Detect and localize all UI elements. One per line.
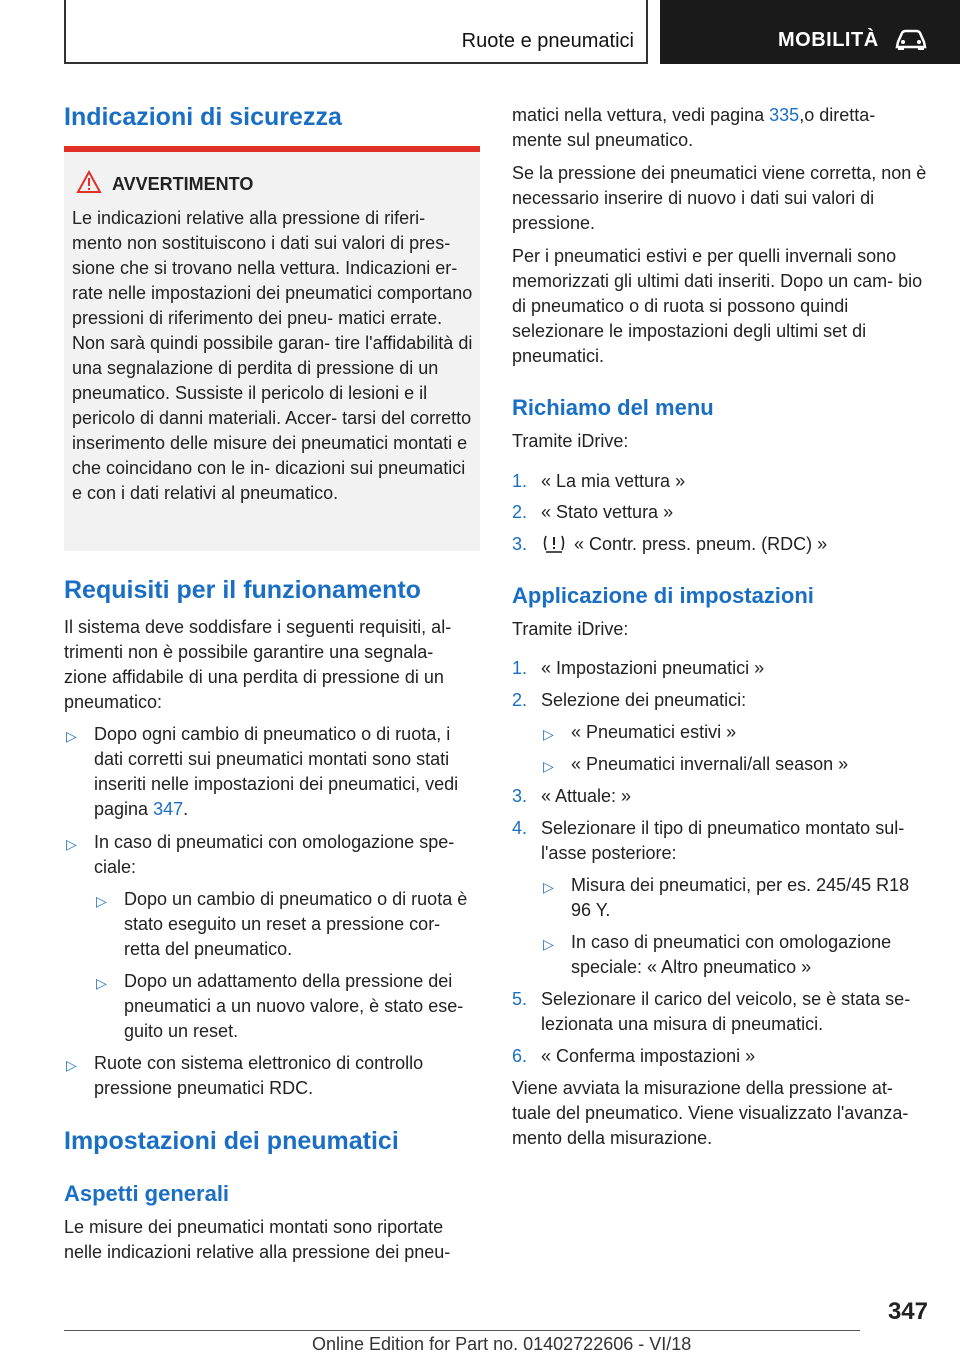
page-number: 347 [887,1298,928,1325]
page-link-335[interactable]: 335 [769,105,800,125]
header-section-title: Ruote e pneumatici [461,30,634,52]
footer-divider [64,1330,860,1331]
step-number: 4. [512,818,528,838]
apply-step-4-option-other: In caso di pneumatici con omologazione speciale: « Altro pneumatico » [571,932,892,977]
bullet-icon: ▷ [96,893,107,909]
page-link-347[interactable]: 347 [153,799,184,819]
menu-step-1: « La mia vettura » [541,471,686,491]
heading-apply-settings: Applicazione di impostazioni [512,583,814,608]
step-number: 3. [512,786,528,806]
paragraph-memory: Per i pneumatici estivi e per quelli invernali sono memorizzati gli ultimi dati inseriti. Dopo un cam- bio di pneumatico o di ruota si possono quindi selezionare le impostazioni degli ultimi set di pneumatici. [512,246,923,366]
apply-step-2: Selezione dei pneumatici: [541,690,747,710]
step-number: 5. [512,989,528,1009]
warning-box [64,146,480,551]
heading-safety: Indicazioni di sicurezza [64,103,342,131]
requirement-subitem-2: Dopo un adattamento della pressione dei pneumatici a un nuovo valore, è stato ese- guito un reset. [124,971,464,1041]
footer-edition: Online Edition for Part no. 01402722606 - VI/18 [312,1334,692,1354]
bullet-icon: ▷ [66,1057,77,1073]
via-idrive-1: Tramite iDrive: [512,431,629,451]
heading-requirements: Requisiti per il funzionamento [64,576,421,604]
requirements-intro: Il sistema deve soddisfare i seguenti requisiti, al- trimenti non è possibile garantire una segnala- zione affidabile di una perdita di pressione di un pneumatico: [64,617,452,712]
step-number: 2. [512,690,528,710]
warning-bar [64,146,480,152]
header-chapter-title: MOBILITÀ [778,29,879,51]
warning-text: Le indicazioni relative alla pressione di riferi- mento non sostituiscono i dati sui valori di pres- sione che si trovano nella vettura. Indicazioni er- rate nelle impostazioni dei pneumatici comportano pressioni di riferimento dei pneu- matici errate. Non sarà quindi possibile garan- tire l'affidabilità di una segnalazione di perdita di pressione di un pneumatico. Sussiste il pericolo di lesioni e il pericolo di danni materiali. Accer- tarsi del corretto inserimento delle misure dei pneumatici montati e che coincidano con le in- dicazioni sui pneumatici e con i dati relativi al pneumatico. [72,208,473,503]
heading-general: Aspetti generali [64,1181,230,1206]
bullet-icon: ▷ [543,726,554,742]
step-number: 1. [512,658,528,678]
warning-triangle-icon [76,170,102,194]
header-section-box [64,0,648,64]
bullet-icon: ▷ [66,728,77,744]
apply-step-5: Selezionare il carico del veicolo, se è stata se- lezionata una misura di pneumatici. [541,989,911,1034]
heading-tyre-settings: Impostazioni dei pneumatici [64,1127,399,1155]
requirement-item-3: Ruote con sistema elettronico di controllo pressione pneumatici RDC. [94,1053,424,1098]
apply-step-4-option-size: Misura dei pneumatici, per es. 245/45 R18 96 Y. [571,875,910,920]
tyre-pressure-icon [542,533,566,555]
menu-step-3: « Contr. press. pneum. (RDC) » [574,534,828,554]
via-idrive-2: Tramite iDrive: [512,619,629,639]
apply-step-1: « Impostazioni pneumatici » [541,658,765,678]
step-number: 6. [512,1046,528,1066]
apply-step-2-option-winter: « Pneumatici invernali/all season » [571,754,849,774]
requirement-subitem-1: Dopo un cambio di pneumatico o di ruota è stato eseguito un reset a pressione cor- retta del pneumatico. [124,889,468,959]
apply-step-6: « Conferma impostazioni » [541,1046,756,1066]
paragraph-correction: Se la pressione dei pneumatici viene corretta, non è necessario inserire di nuovo i dati sui valori di pressione. [512,163,927,233]
bullet-icon: ▷ [543,758,554,774]
continued-text: matici nella vettura, vedi pagina 335,o diretta- mente sul pneumatico. [512,105,876,150]
step-number: 2. [512,502,528,522]
warning-title: AVVERTIMENTO [112,174,254,194]
final-text: Viene avviata la misurazione della pressione at- tuale del pneumatico. Viene visualizzato l'avanza- mento della misurazione. [512,1078,909,1148]
header-chapter-tab [660,0,960,64]
car-icon [894,28,928,52]
requirement-item-2: In caso di pneumatici con omologazione spe- ciale: [94,832,455,877]
bullet-icon: ▷ [96,975,107,991]
bullet-icon: ▷ [66,836,77,852]
menu-step-2: « Stato vettura » [541,502,674,522]
step-number: 3. [512,534,528,554]
apply-step-4: Selezionare il tipo di pneumatico montato sul- l'asse posteriore: [541,818,905,863]
step-number: 1. [512,471,528,491]
requirement-item-1: Dopo ogni cambio di pneumatico o di ruota, i dati corretti sui pneumatici montati sono stati inseriti nelle impostazioni dei pneumatici, vedi pagina 347. [94,724,459,819]
bullet-icon: ▷ [543,879,554,895]
apply-step-2-option-summer: « Pneumatici estivi » [571,722,737,742]
apply-step-3: « Attuale: » [541,786,632,806]
bullet-icon: ▷ [543,936,554,952]
general-text: Le misure dei pneumatici montati sono riportate nelle indicazioni relative alla pressione dei pneu- [64,1217,451,1262]
heading-menu-call: Richiamo del menu [512,395,714,420]
